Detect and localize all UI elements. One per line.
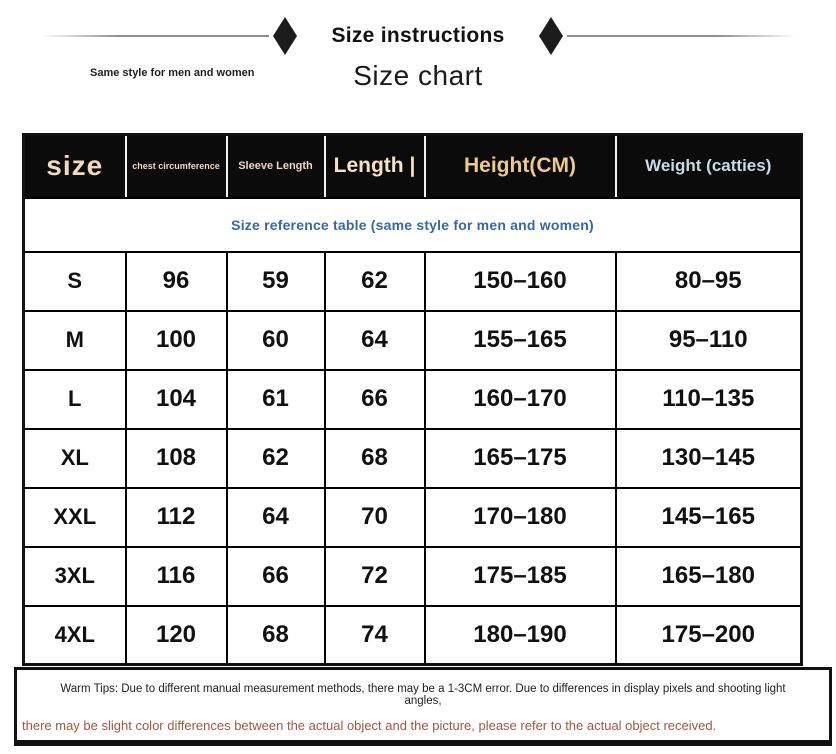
- cell-size: XXL: [24, 488, 126, 547]
- cell-size: S: [24, 252, 126, 311]
- cell-height: 150–160: [425, 252, 616, 311]
- cell-size: L: [24, 370, 126, 429]
- cell-weight: 110–135: [616, 370, 802, 429]
- table-caption-row: [24, 198, 802, 252]
- cell-chest: 120: [126, 606, 227, 665]
- cell-size: XL: [24, 429, 126, 488]
- cell-weight: 80–95: [616, 252, 802, 311]
- table-row: [24, 547, 802, 606]
- cell-height: 180–190: [425, 606, 616, 665]
- cell-sleeve: 59: [227, 252, 325, 311]
- table-row: [24, 370, 802, 429]
- cell-height: 155–165: [425, 311, 616, 370]
- table-header-row: [24, 135, 802, 198]
- cell-chest: 112: [126, 488, 227, 547]
- cell-weight: 145–165: [616, 488, 802, 547]
- cell-length: 70: [325, 488, 425, 547]
- page-title: Size chart: [353, 60, 483, 91]
- cell-length: 72: [325, 547, 425, 606]
- cell-chest: 108: [126, 429, 227, 488]
- header-chest-circumference: chest circumference: [126, 135, 227, 198]
- cell-size: 4XL: [24, 606, 126, 665]
- cell-height: 160–170: [425, 370, 616, 429]
- cell-chest: 104: [126, 370, 227, 429]
- cell-weight: 130–145: [616, 429, 802, 488]
- divider-line-left: [40, 35, 269, 37]
- cell-weight: 165–180: [616, 547, 802, 606]
- cell-height: 170–180: [425, 488, 616, 547]
- cell-length: 64: [325, 311, 425, 370]
- cell-sleeve: 62: [227, 429, 325, 488]
- diamond-icon: [539, 17, 563, 55]
- cell-size: M: [24, 311, 126, 370]
- cell-chest: 116: [126, 547, 227, 606]
- cell-length: 74: [325, 606, 425, 665]
- banner: [0, 16, 836, 56]
- cell-length: 66: [325, 370, 425, 429]
- table-header: [24, 135, 802, 198]
- header-length: Length |: [325, 135, 425, 198]
- cell-sleeve: 66: [227, 547, 325, 606]
- cell-sleeve: 61: [227, 370, 325, 429]
- size-table: [22, 133, 803, 666]
- cell-height: 165–175: [425, 429, 616, 488]
- header-size: size: [24, 135, 126, 198]
- cell-weight: 175–200: [616, 606, 802, 665]
- cell-sleeve: 64: [227, 488, 325, 547]
- same-style-note: Same style for men and women: [90, 67, 255, 79]
- header-weight: Weight (catties): [616, 135, 802, 198]
- diamond-icon: [273, 17, 297, 55]
- cell-chest: 100: [126, 311, 227, 370]
- table-row: [24, 488, 802, 547]
- cell-chest: 96: [126, 252, 227, 311]
- divider-line-right: [567, 35, 796, 37]
- table-row: [24, 606, 802, 665]
- table-row: [24, 252, 802, 311]
- warm-tips-box: [14, 667, 832, 746]
- header-sleeve-length: Sleeve Length: [227, 135, 325, 198]
- header-height: Height(CM): [425, 135, 616, 198]
- table-body: [24, 252, 802, 665]
- cell-size: 3XL: [24, 547, 126, 606]
- banner-title: Size instructions: [331, 24, 505, 47]
- cell-weight: 95–110: [616, 311, 802, 370]
- cell-length: 68: [325, 429, 425, 488]
- cell-height: 175–185: [425, 547, 616, 606]
- warm-tips-line2: there may be slight color differences between the actual object and the picture, please refer to the actual object received.: [22, 718, 717, 733]
- table-row: [24, 311, 802, 370]
- warm-tips-line1: Warm Tips: Due to different manual measurement methods, there may be a 1-3CM error. Due to differences in display pixels and shooting light angles,: [60, 683, 786, 707]
- cell-length: 62: [325, 252, 425, 311]
- table-caption: Size reference table (same style for men and women): [24, 198, 802, 252]
- cell-sleeve: 68: [227, 606, 325, 665]
- table-row: [24, 429, 802, 488]
- cell-sleeve: 60: [227, 311, 325, 370]
